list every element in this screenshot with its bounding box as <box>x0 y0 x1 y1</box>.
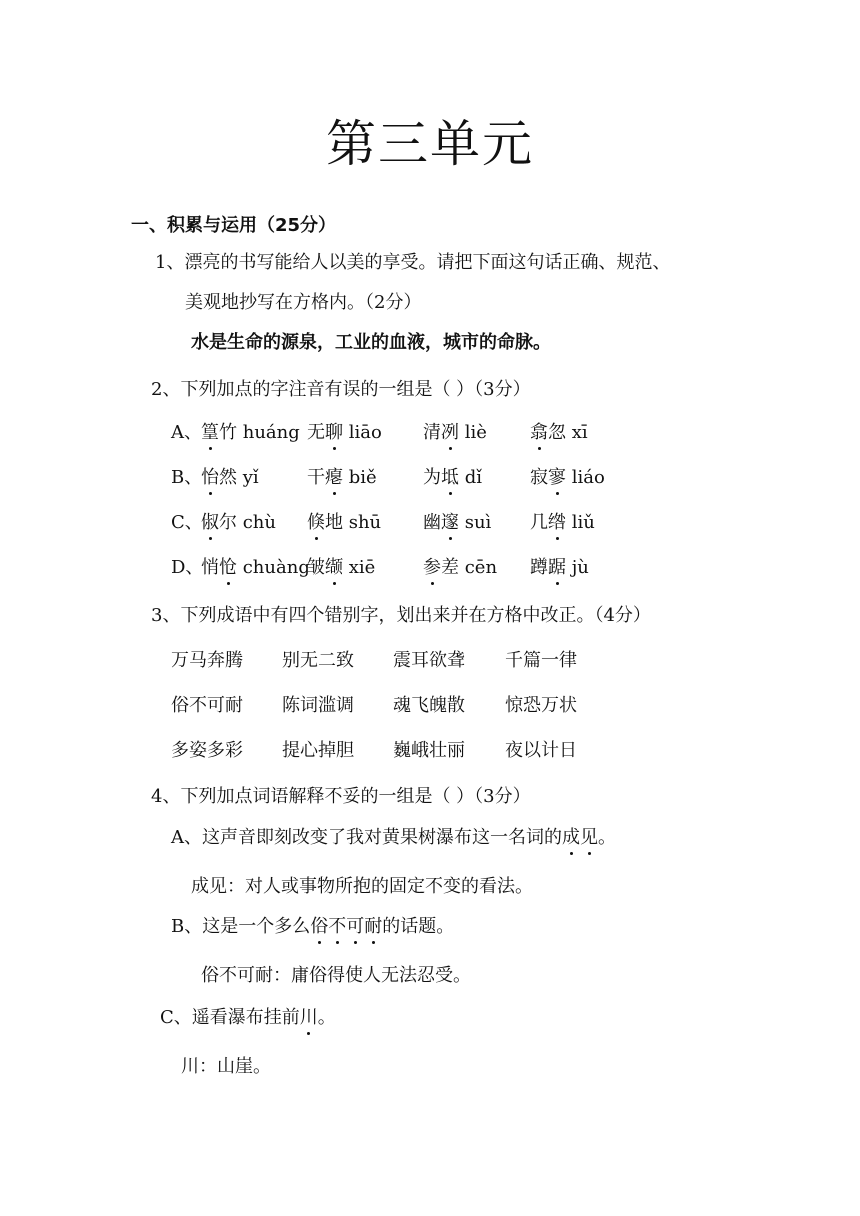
emphasis-char: 坻 <box>441 467 459 488</box>
pinyin-item <box>530 463 605 489</box>
emphasis-char: 缬 <box>325 557 343 578</box>
pinyin-text: xiē <box>343 557 376 578</box>
plain-char: 无 <box>307 422 325 443</box>
emphasis-char: 可 <box>346 916 365 937</box>
idiom: 魂飞魄散 <box>393 695 465 716</box>
section-heading: 一、积累与运用（25分） <box>131 215 337 236</box>
pinyin-text: liāo <box>343 422 382 443</box>
pinyin-item <box>307 553 375 579</box>
pinyin-text: 竹 huáng <box>219 422 300 443</box>
pinyin-item <box>201 418 300 444</box>
emphasis-char: 邃 <box>441 512 459 533</box>
pinyin-text: jù <box>566 557 589 578</box>
option-b-dotted <box>310 916 382 937</box>
option-c-end: 。 <box>317 1007 336 1028</box>
pinyin-text: chuàng <box>237 557 310 578</box>
pinyin-text: 差 cēn <box>441 557 498 578</box>
pinyin-item <box>307 463 377 489</box>
question-1-line-1: 1、漂亮的书写能给人以美的享受。请把下面这句话正确、规范、 <box>155 252 671 273</box>
option-c-text: C、遥看瀑布挂前 <box>160 1007 300 1028</box>
emphasis-char: 篁 <box>201 422 219 443</box>
emphasis-char: 翕 <box>530 422 548 443</box>
pinyin-item <box>530 553 589 579</box>
pinyin-item <box>307 508 381 534</box>
pinyin-item <box>423 463 482 489</box>
pinyin-item <box>530 418 588 444</box>
pinyin-text: 尔 chù <box>219 512 276 533</box>
question-4: 4、下列加点词语解释不妥的一组是（ ）（3分） <box>151 786 531 807</box>
emphasis-char: 聊 <box>325 422 343 443</box>
emphasis-char: 耐 <box>364 916 383 937</box>
emphasis-char: 参 <box>423 557 441 578</box>
pinyin-item <box>201 463 259 489</box>
idiom: 惊恐万状 <box>505 695 577 716</box>
pinyin-text: 忽 xī <box>548 422 588 443</box>
plain-char: 清 <box>423 422 441 443</box>
question-1-line-2: 美观地抄写在方格内。（2分） <box>185 292 422 313</box>
idiom: 震耳欲聋 <box>393 650 465 671</box>
pinyin-text: 然 yǐ <box>219 467 259 488</box>
pinyin-item <box>307 418 382 444</box>
plain-char: 干 <box>307 467 325 488</box>
pinyin-text: liǔ <box>566 512 595 533</box>
plain-char: 悄 <box>201 557 219 578</box>
plain-char: 皱 <box>307 557 325 578</box>
question-4-option-b <box>171 912 454 938</box>
question-3: 3、下列成语中有四个错别字，划出来并在方格中改正。（4分） <box>151 605 651 626</box>
idiom: 陈词滥调 <box>282 695 354 716</box>
idiom: 俗不可耐 <box>171 695 243 716</box>
option-a-end: 。 <box>598 827 616 848</box>
pinyin-item <box>530 508 595 534</box>
option-a-explanation: 成见：对人或事物所抱的固定不变的看法。 <box>191 876 533 897</box>
emphasis-char: 俶 <box>201 512 219 533</box>
option-label: C、 <box>171 512 203 533</box>
emphasis-char: 瘪 <box>325 467 343 488</box>
question-2: 2、下列加点的字注音有误的一组是（ ）（3分） <box>151 379 531 400</box>
option-c-explanation: 川：山崖。 <box>181 1056 271 1077</box>
idiom: 巍峨壮丽 <box>393 740 465 761</box>
option-label: B、 <box>171 467 203 488</box>
plain-char: 寂 <box>530 467 548 488</box>
option-label: A、 <box>171 422 202 443</box>
pinyin-text: dǐ <box>459 467 483 488</box>
pinyin-text: liè <box>459 422 487 443</box>
emphasis-char: 不 <box>328 916 347 937</box>
plain-char: 幽 <box>423 512 441 533</box>
option-a-dotted <box>562 827 598 848</box>
idiom: 夜以计日 <box>505 740 577 761</box>
option-label: D、 <box>171 557 204 578</box>
plain-char: 几 <box>530 512 548 533</box>
pinyin-item <box>423 418 487 444</box>
pinyin-text: 地 shū <box>325 512 382 533</box>
option-a-text: A、这声音即刻改变了我对黄果树瀑布这一名词的 <box>171 827 562 848</box>
pinyin-item <box>201 553 310 579</box>
question-4-option-a <box>171 823 616 849</box>
page-title: 第三单元 <box>326 115 534 173</box>
pinyin-text: biě <box>343 467 377 488</box>
idiom: 千篇一律 <box>505 650 577 671</box>
emphasis-char: 见 <box>580 827 598 848</box>
emphasis-char: 绺 <box>548 512 566 533</box>
emphasis-char: 成 <box>562 827 580 848</box>
emphasis-char: 俗 <box>310 916 329 937</box>
plain-char: 为 <box>423 467 441 488</box>
idiom: 别无二致 <box>282 650 354 671</box>
emphasis-char: 怆 <box>219 557 237 578</box>
pinyin-item <box>201 508 276 534</box>
question-4-option-c <box>160 1003 336 1029</box>
pinyin-text: suì <box>459 512 492 533</box>
plain-char: 蹲 <box>530 557 548 578</box>
emphasis-char: 冽 <box>441 422 459 443</box>
pinyin-item <box>423 553 497 579</box>
pinyin-text: liáo <box>566 467 605 488</box>
option-c-dotted <box>300 1007 318 1028</box>
idiom: 提心掉胆 <box>282 740 354 761</box>
copy-sentence: 水是生命的源泉，工业的血液，城市的命脉。 <box>191 332 551 353</box>
emphasis-char: 川 <box>299 1007 318 1028</box>
option-b-explanation: 俗不可耐：庸俗得使人无法忍受。 <box>201 965 471 986</box>
option-b-end: 的话题。 <box>382 916 455 937</box>
option-b-text: B、这是一个多么 <box>171 916 311 937</box>
idiom: 万马奔腾 <box>171 650 243 671</box>
pinyin-item <box>423 508 491 534</box>
emphasis-char: 踞 <box>548 557 566 578</box>
emphasis-char: 怡 <box>201 467 219 488</box>
idiom: 多姿多彩 <box>171 740 243 761</box>
emphasis-char: 寥 <box>548 467 566 488</box>
emphasis-char: 倏 <box>307 512 325 533</box>
